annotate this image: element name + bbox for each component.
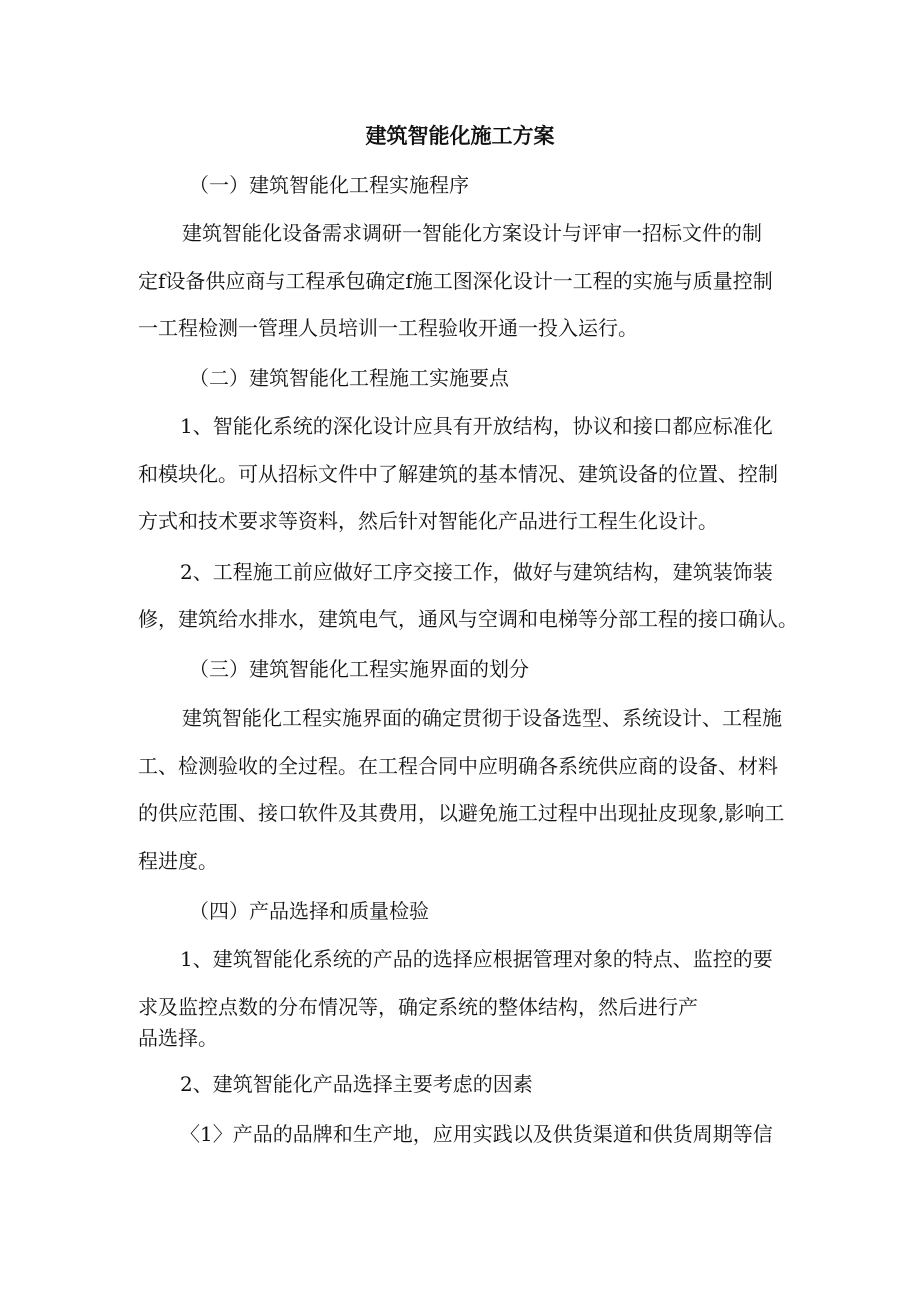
paragraph-line: 品选择。 — [138, 1026, 218, 1050]
paragraph-line: 〈1〉产品的品牌和生产地，应用实践以及供货渠道和供货周期等信 — [180, 1122, 773, 1146]
section-heading-4: （四）产品选择和质量检验 — [189, 899, 429, 923]
paragraph-line: 建筑智能化工程实施界面的确定贯彻于设备选型、系统设计、工程施 — [182, 706, 782, 730]
paragraph-line: 一工程检测一管理人员培训一工程验收开通一投入运行。 — [138, 316, 638, 340]
section-heading-1: （一）建筑智能化工程实施程序 — [189, 173, 469, 197]
paragraph-line: 求及监控点数的分布情况等，确定系统的整体结构，然后进行产 — [138, 995, 698, 1019]
paragraph-line: 工、检测验收的全过程。在工程合同中应明确各系统供应商的设备、材料 — [138, 754, 778, 778]
document-title: 建筑智能化施工方案 — [365, 124, 555, 148]
paragraph-line: 1、建筑智能化系统的产品的选择应根据管理对象的特点、监控的要 — [180, 947, 773, 971]
paragraph-line: 修，建筑给水排水，建筑电气，通风与空调和电梯等分部工程的接口确认。 — [138, 607, 798, 631]
paragraph-line: 和模块化。可从招标文件中了解建筑的基本情况、建筑设备的位置、控制 — [138, 462, 778, 486]
section-heading-3: （三）建筑智能化工程实施界面的划分 — [189, 657, 529, 681]
paragraph-line: 建筑智能化设备需求调研一智能化方案设计与评审一招标文件的制 — [182, 221, 762, 245]
paragraph-line: 2、建筑智能化产品选择主要考虑的因素 — [180, 1072, 533, 1096]
paragraph-line: 1、智能化系统的深化设计应具有开放结构，协议和接口都应标准化 — [180, 414, 773, 438]
paragraph-line: 定f设备供应商与工程承包确定f施工图深化设计一工程的实施与质量控制 — [138, 269, 773, 293]
section-heading-2: （二）建筑智能化工程施工实施要点 — [189, 366, 509, 390]
paragraph-line: 的供应范围、接口软件及其费用，以避免施工过程中出现扯皮现象,影响工 — [138, 801, 785, 825]
paragraph-line: 程进度。 — [138, 849, 218, 873]
paragraph-line: 方式和技术要求等资料，然后针对智能化产品进行工程生化设计。 — [138, 509, 718, 533]
paragraph-line: 2、工程施工前应做好工序交接工作，做好与建筑结构，建筑装饰装 — [180, 560, 773, 584]
